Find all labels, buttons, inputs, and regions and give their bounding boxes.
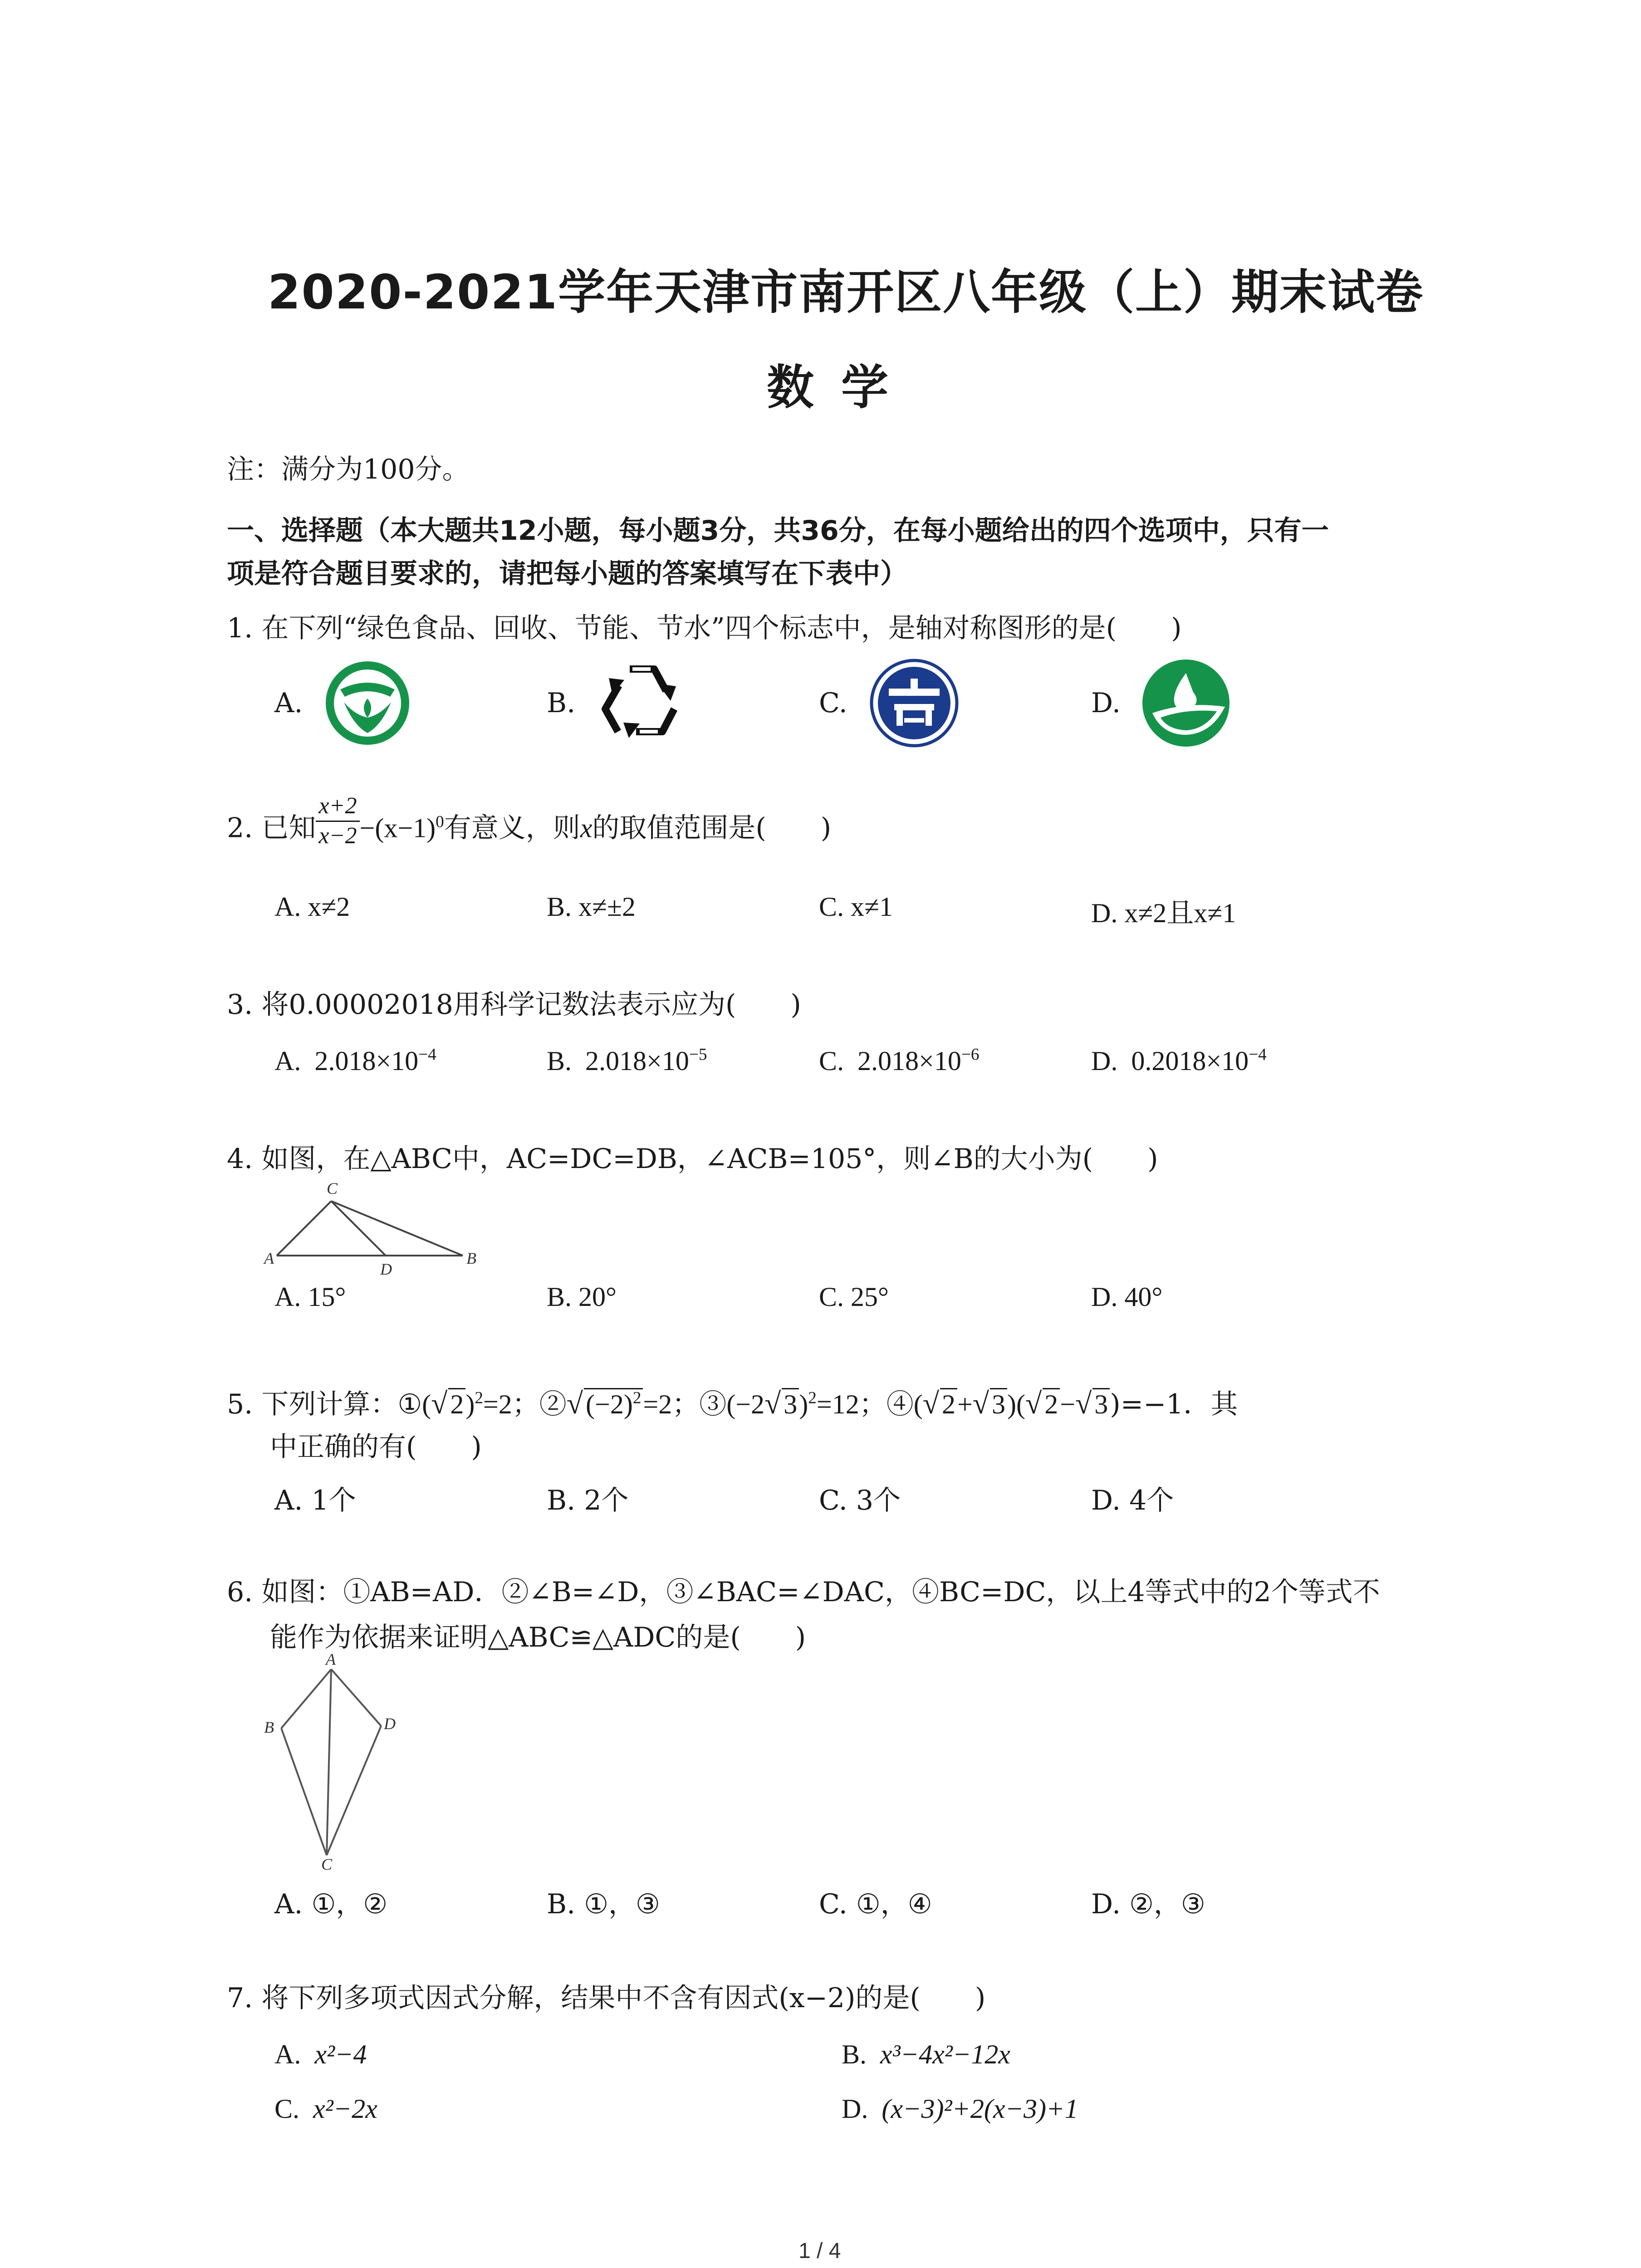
q3-option-a	[274, 1046, 436, 1077]
q4-option-a: A. 15°	[274, 1282, 346, 1312]
triangle-abc-figure	[263, 1179, 481, 1279]
q3-option-a-exp: −4	[418, 1045, 436, 1064]
q2-option-d: D. x≠2且x≠1	[1091, 898, 1236, 928]
q5-radicand: 3	[1092, 1388, 1110, 1419]
q5-radicand: 2	[448, 1388, 465, 1419]
q5-expr-1-open: ①(	[397, 1389, 431, 1419]
q7-option-c	[274, 2093, 377, 2125]
q2-option-c: C. x≠1	[819, 892, 893, 922]
q5-text: =12；④(	[816, 1389, 923, 1419]
q2-fraction-denominator: x−2	[318, 822, 357, 849]
q2-exponent: 0	[436, 812, 444, 831]
q3-option-b-label: B.	[547, 1046, 572, 1076]
q7-option-a-text: x²−4	[314, 2039, 367, 2069]
q7-option-b-text: x³−4x²−12x	[880, 2039, 1010, 2069]
q3-option-c-base: 2.018×10	[857, 1046, 961, 1076]
q7-option-d-text: (x−3)²+2(x−3)+1	[882, 2094, 1078, 2124]
q3-option-d	[1091, 1046, 1267, 1077]
page-number: 1 / 4	[798, 2239, 841, 2263]
q2-option-b: B. x≠±2	[547, 892, 636, 922]
q5-expr-1-close: )	[465, 1389, 475, 1419]
vertex-label-d: D	[380, 1260, 392, 1278]
q7-option-d	[842, 2093, 1078, 2125]
page-subtitle: 数学	[767, 360, 916, 415]
q3-option-b	[547, 1046, 707, 1077]
q2-variable: x	[580, 813, 593, 843]
q3-option-a-label: A.	[274, 1046, 301, 1076]
question-2-stem	[227, 793, 832, 849]
q5-text: =2；③(−2	[643, 1389, 765, 1419]
q1-option-b-label: B.	[547, 687, 576, 719]
q2-text: 有意义，则	[444, 812, 580, 844]
q2-option-a: A. x≠2	[274, 892, 350, 922]
recycle-logo-icon	[594, 655, 690, 746]
q3-option-d-exp: −4	[1249, 1045, 1267, 1064]
q7-option-d-label: D.	[842, 2094, 868, 2124]
q7-option-b	[842, 2039, 1010, 2070]
q3-option-d-label: D.	[1091, 1046, 1118, 1076]
q2-tail: 的取值范围是( )	[592, 812, 832, 844]
q5-radicand: 2	[1043, 1388, 1060, 1419]
q3-option-c-exp: −6	[961, 1045, 980, 1064]
q5-radicand: 3	[990, 1388, 1007, 1419]
q3-option-b-base: 2.018×10	[585, 1046, 689, 1076]
q5-option-c: C. 3个	[819, 1485, 901, 1516]
q5-radicand: 2	[940, 1388, 957, 1419]
q5-exponent: 2	[632, 1388, 642, 1408]
q5-text: =2；②	[483, 1389, 567, 1419]
question-5-stem	[227, 1388, 1238, 1419]
q5-exponent: 2	[808, 1388, 817, 1408]
q2-fraction	[316, 794, 359, 848]
vertex-label-c: C	[321, 1855, 333, 1873]
sqrt-symbol: √	[566, 1387, 583, 1420]
q5-radicand-2	[584, 1388, 643, 1419]
q5-radicand-base: (−2)	[586, 1389, 633, 1419]
sqrt-symbol: √	[922, 1387, 939, 1420]
q4-option-c: C. 25°	[819, 1282, 889, 1312]
water-saving-logo-icon	[1139, 658, 1234, 748]
q5-text: )	[799, 1389, 808, 1419]
q1-option-a-label: A.	[274, 687, 303, 719]
q6-option-a: A. ①，②	[274, 1888, 388, 1920]
q5-option-a: A. 1个	[274, 1485, 356, 1516]
q5-radicand: 3	[782, 1388, 799, 1419]
q2-term: −(x−1)	[359, 813, 436, 843]
q7-option-c-text: x²−2x	[313, 2094, 377, 2124]
question-7-stem: 7. 将下列多项式因式分解，结果中不含有因式(x−2)的是( )	[227, 1982, 986, 2014]
q3-option-c	[819, 1046, 979, 1077]
q2-number: 2. 已知	[227, 812, 316, 844]
question-3-stem: 3. 将0.00002018用科学记数法表示应为( )	[227, 989, 801, 1021]
question-6-line1: 6. 如图：①AB=AD．②∠B=∠D，③∠BAC=∠DAC，④BC=DC，以上4等式中的2个等式不	[227, 1576, 1380, 1608]
sqrt-symbol: √	[764, 1387, 781, 1420]
q4-option-d: D. 40°	[1091, 1282, 1163, 1312]
q5-option-b: B. 2个	[547, 1485, 629, 1516]
vertex-label-a: A	[326, 1650, 336, 1668]
q5-exponent: 2	[475, 1388, 483, 1408]
q7-option-a	[274, 2039, 367, 2070]
vertex-label-d: D	[384, 1715, 396, 1733]
q2-fraction-numerator: x+2	[316, 794, 359, 822]
sqrt-symbol: √	[431, 1387, 448, 1420]
q3-option-d-base: 0.2018×10	[1131, 1046, 1249, 1076]
q7-option-a-label: A.	[274, 2039, 301, 2069]
question-6-line2: 能作为依据来证明△ABC≌△ADC的是( )	[270, 1622, 806, 1653]
q3-option-a-base: 2.018×10	[314, 1046, 419, 1076]
vertex-label-b: B	[466, 1249, 476, 1267]
sqrt-symbol: √	[972, 1387, 989, 1420]
sqrt-symbol: √	[1025, 1387, 1042, 1420]
sqrt-symbol: √	[1075, 1387, 1092, 1420]
score-note: 注：满分为100分。	[227, 454, 470, 485]
q5-number: 5. 下列计算：	[227, 1388, 398, 1420]
q5-text: )(	[1007, 1389, 1025, 1419]
question-1-stem: 1. 在下列“绿色食品、回收、节能、节水”四个标志中，是轴对称图形的是( )	[227, 612, 1182, 644]
q6-option-c: C. ①，④	[819, 1888, 932, 1920]
vertex-label-a: A	[264, 1249, 274, 1267]
q3-option-c-label: C.	[819, 1046, 844, 1076]
kite-abcd-figure	[254, 1650, 426, 1873]
energy-saving-logo-icon	[869, 658, 960, 748]
question-5-line2: 中正确的有( )	[270, 1431, 482, 1463]
q5-text: )=−1．其	[1110, 1388, 1238, 1420]
q5-text: +	[957, 1389, 973, 1419]
green-food-logo-icon	[322, 658, 413, 748]
vertex-label-c: C	[327, 1179, 338, 1198]
q6-option-d: D. ②，③	[1091, 1888, 1205, 1920]
page-title: 2020-2021学年天津市南开区八年级（上）期末试卷	[268, 264, 1424, 320]
q7-option-c-label: C.	[274, 2094, 300, 2124]
q5-option-d: D. 4个	[1091, 1485, 1174, 1516]
q7-option-b-label: B.	[842, 2039, 867, 2069]
vertex-label-b: B	[264, 1718, 274, 1736]
question-4-stem: 4. 如图，在△ABC中，AC=DC=DB，∠ACB=105°，则∠B的大小为( )	[227, 1143, 1158, 1175]
q5-text: −	[1060, 1389, 1076, 1419]
q1-option-d-label: D.	[1091, 687, 1121, 719]
q4-option-b: B. 20°	[547, 1282, 617, 1312]
section-header-line1: 一、选择题（本大题共12小题，每小题3分，共36分，在每小题给出的四个选项中，只有一	[227, 515, 1329, 547]
q6-option-b: B. ①，③	[547, 1888, 660, 1920]
q3-option-b-exp: −5	[689, 1045, 707, 1064]
q1-option-c-label: C.	[819, 687, 847, 719]
section-header-line2: 项是符合题目要求的，请把每小题的答案填写在下表中）	[227, 558, 907, 590]
